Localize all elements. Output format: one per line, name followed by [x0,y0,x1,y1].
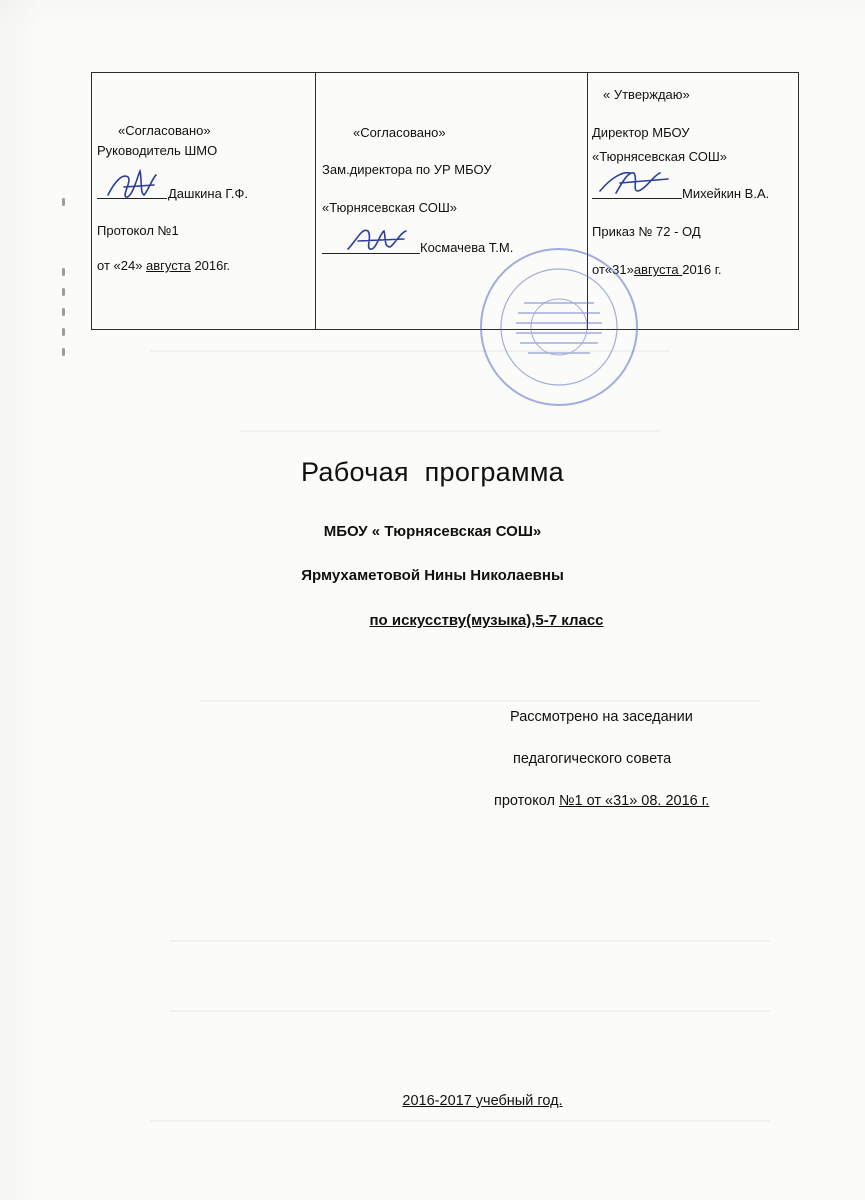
approval-date [97,258,230,273]
date-suffix: 2016 г. [682,262,722,277]
council-protocol [494,793,709,810]
date-month: августа [633,262,683,277]
bleed-through-line [150,1120,770,1122]
date-prefix: от«31» [592,262,634,277]
title-text: Рабочая программа [301,457,564,487]
bleed-through-line [240,430,660,432]
approver-position: Руководитель ШМО [97,143,218,158]
approval-cell-shmo [92,73,316,329]
teacher-name: Ярмухаметовой Нины Николаевны [301,567,564,584]
protocol-number: Протокол №1 [97,223,179,238]
school-name: «Тюрнясевская СОШ» [592,149,728,164]
approver-name: Космачева Т.М. [420,240,514,255]
date-suffix: 2016г. [190,258,231,273]
document-title [0,456,865,488]
binding-mark [62,328,65,336]
approver-position: Зам.директора по УР МБОУ [322,162,492,177]
order-number: Приказ № 72 - ОД [592,224,701,239]
approval-table [91,72,799,330]
considered-line-1: Рассмотрено на заседании [510,709,693,725]
signature-dashkina [104,165,164,205]
bleed-through-line [170,940,770,942]
school-seal [474,245,644,410]
subject-line: по искусству(музыка),5-7 класс [369,612,604,629]
approval-heading: « Утверждаю» [603,87,690,102]
binding-mark [62,348,65,356]
binding-mark [62,268,65,276]
binding-mark [62,198,65,206]
approval-heading: «Согласовано» [353,125,446,140]
approver-name: Дашкина Г.Ф. [168,186,248,201]
academic-year: 2016-2017 учебный год. [402,1093,563,1109]
school-heading: МБОУ « Тюрнясевская СОШ» [323,523,542,540]
approval-heading: «Согласовано» [118,123,211,138]
binding-mark [62,288,65,296]
protocol-number-date: №1 от «31» 08. 2016 г. [558,793,710,809]
binding-mark [62,308,65,316]
bleed-through-line [170,1010,770,1012]
date-prefix: от «24» [97,258,147,273]
approver-position: Директор МБОУ [592,125,690,140]
school-name: «Тюрнясевская СОШ» [322,200,458,215]
bleed-through-line [200,700,760,702]
date-month: августа [146,258,191,273]
signature-mikheikin [596,165,676,201]
approver-name: Михейкин В.А. [682,186,770,201]
considered-line-2: педагогического совета [513,751,672,767]
protocol-prefix: протокол [494,793,559,809]
signature-kosmacheva [344,221,414,257]
